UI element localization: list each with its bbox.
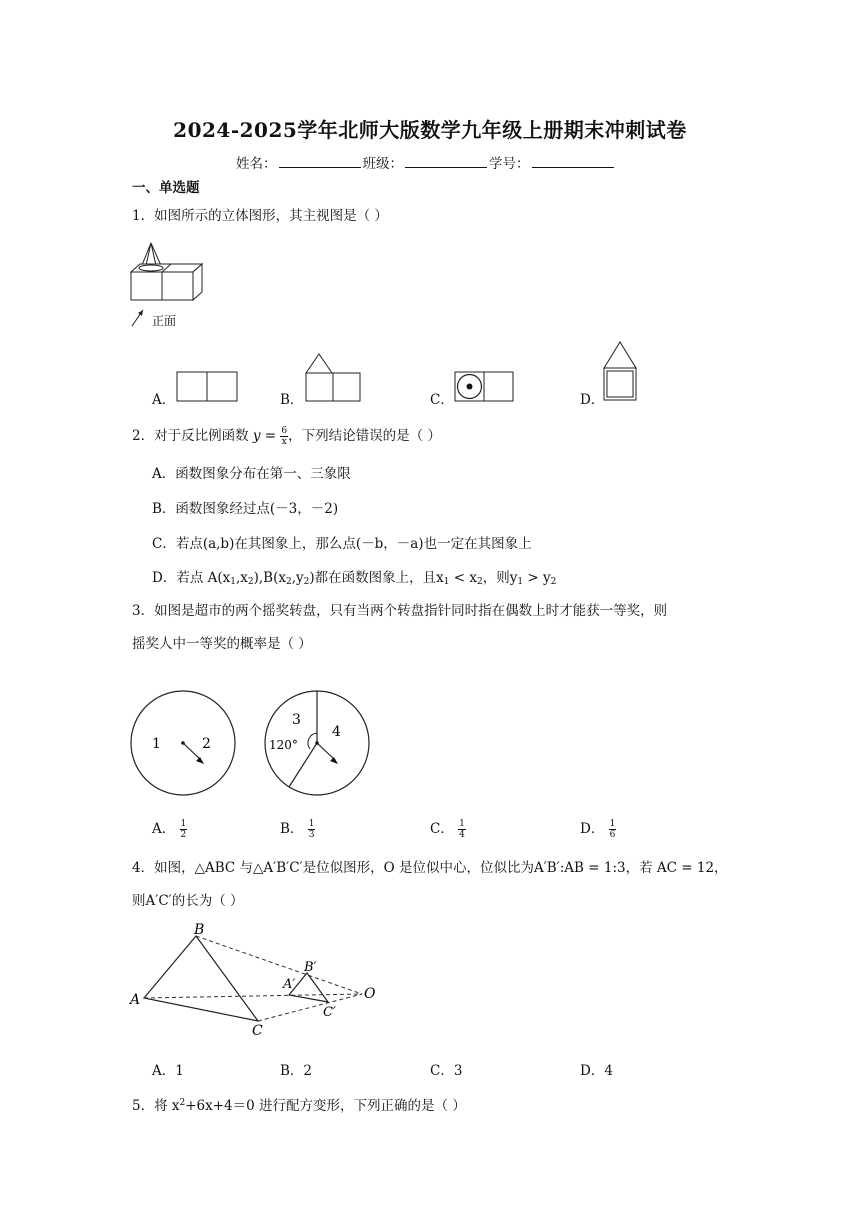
q3-angle-label: 120°	[269, 738, 298, 752]
q2-option-b[interactable]: B．函数图象经过点(－3，－2)	[152, 501, 339, 517]
number-blank	[532, 155, 614, 168]
q3-stem-line2: 摇奖人中一等奖的概率是（ ）	[132, 636, 312, 652]
q1-front-label: 正面	[152, 314, 177, 328]
class-blank	[405, 155, 487, 168]
q3-wheel2-label-4: 4	[332, 724, 341, 740]
q1-option-b-figure	[305, 352, 363, 404]
q3-wheel2-label-3: 3	[292, 712, 301, 728]
q2-option-c[interactable]: C．若点(a,b)在其图象上，那么点(－b，－a)也一定在其图象上	[152, 536, 532, 552]
q1-option-d-label[interactable]: D．	[580, 392, 605, 408]
q4-stem-line1: 4．如图，△ABC 与△A′B′C′是位似图形，O 是位似中心，位似比为A′B′:AB = 1:3，若 AC = 12，	[132, 860, 728, 876]
number-label: 学号：	[489, 156, 530, 172]
q4-option-d[interactable]: D．4	[580, 1063, 613, 1079]
q4-option-c[interactable]: C．3	[430, 1063, 463, 1079]
q4-triangle-abc	[144, 936, 258, 1021]
q3-stem-line1: 3．如图是超市的两个摇奖转盘，只有当两个转盘指针同时指在偶数上时才能获一等奖，则	[132, 603, 668, 619]
q4-point-b: B	[194, 922, 205, 938]
q4-point-c: C	[252, 1023, 263, 1039]
q3-wheels	[126, 686, 386, 796]
q4-point-a-prime: A′	[283, 977, 296, 992]
q3-option-b[interactable]: B． $\frac{1}{3}$	[280, 819, 315, 840]
q1-option-b-label[interactable]: B．	[280, 392, 304, 408]
page-title: 2024-2025学年北师大版数学九年级上册期末冲刺试卷	[173, 118, 687, 142]
q4-point-a: A	[130, 992, 141, 1008]
q3-wheel1-label-2: 2	[202, 736, 211, 752]
name-label: 姓名：	[236, 156, 277, 172]
q4-homothety-figure	[126, 920, 386, 1045]
q4-stem-line2: 则A′C′的长为（ ）	[132, 893, 244, 909]
student-info	[236, 152, 616, 172]
q3-wheel1-pointer	[196, 757, 204, 764]
q5-stem: 5．将 $x^2+6x+4=0$ 进行配方变形，下列正确的是（ ）	[132, 1098, 466, 1114]
q4-point-b-prime: B′	[304, 960, 317, 975]
q4-point-c-prime: C′	[323, 1005, 336, 1020]
q2-option-a[interactable]: A．函数图象分布在第一、三象限	[152, 466, 351, 482]
q2-fraction: $\frac{6}{x}$	[281, 426, 288, 447]
q1-option-a-label[interactable]: A．	[152, 392, 176, 408]
q3-wheel1-label-1: 1	[152, 736, 161, 752]
q3-option-c[interactable]: C． $\frac{1}{4}$	[430, 819, 465, 840]
q4-option-b[interactable]: B．2	[280, 1063, 313, 1079]
q3-option-a[interactable]: A． $\frac{1}{2}$	[152, 819, 187, 840]
q3-wheel2-pointer	[330, 757, 338, 764]
q3-option-d[interactable]: D． $\frac{1}{6}$	[580, 819, 616, 840]
section-title: 一、单选题	[132, 180, 200, 196]
name-blank	[279, 155, 361, 168]
q1-option-a-figure	[176, 371, 240, 403]
q4-point-o: O	[364, 986, 376, 1002]
q4-option-a[interactable]: A．1	[152, 1063, 184, 1079]
q1-option-c-figure	[454, 371, 516, 403]
q2-stem: 2．对于反比例函数 y = $\frac{6}{x}$ ，下列结论错误的是（ ）	[132, 426, 441, 447]
q1-stem: 1．如图所示的立体图形，其主视图是（ ）	[132, 208, 388, 224]
q2-option-d[interactable]: D．若点 $A(x_1,x_2),B(x_2,y_2)$都在函数图象上，且$x_1 < x_2$，则$y_1 > y_2$	[152, 570, 557, 587]
q1-option-c-label[interactable]: C．	[430, 392, 454, 408]
q1-option-d-figure	[603, 340, 639, 404]
class-label: 班级：	[362, 156, 403, 172]
